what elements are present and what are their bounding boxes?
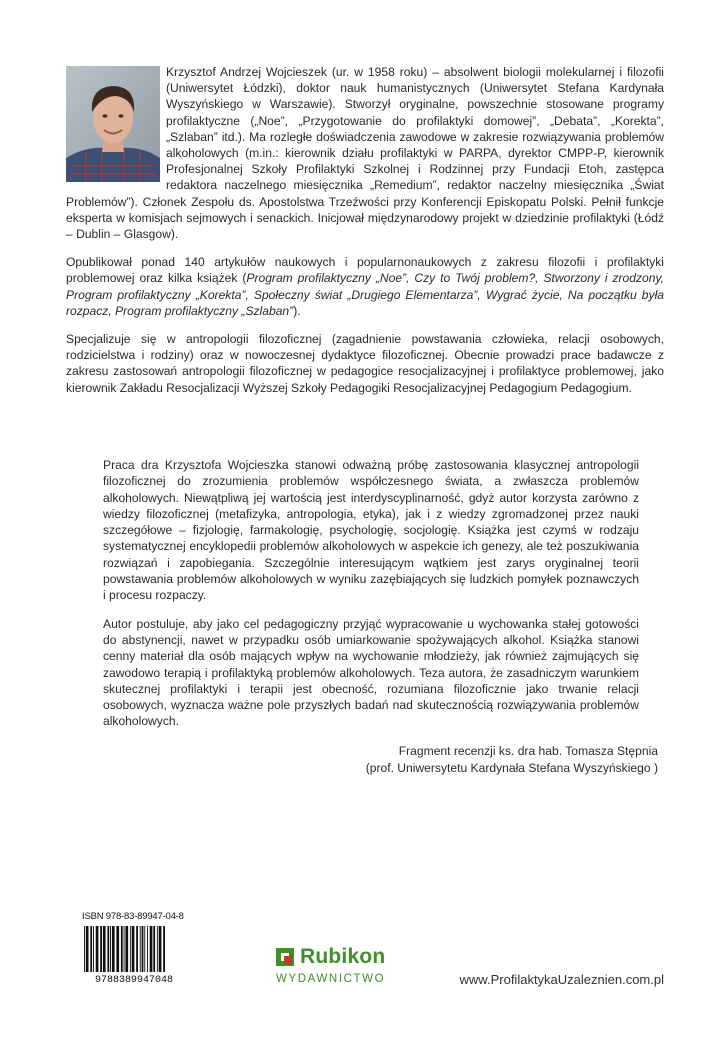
barcode-bar [84,926,85,972]
barcode-bar [130,926,131,972]
barcode-bar [125,926,128,972]
bio-paragraph-1 [66,64,664,242]
barcode-bar [142,926,144,972]
barcode-bar [107,926,109,972]
barcode-bar [100,926,102,972]
bio-paragraph-2-intro: Opublikował ponad 140 artykułów naukowych i popularnonaukowych z zakresu filozofii i profilaktyki problemowej oraz kilka książek ( [66,255,664,286]
publisher-subtitle: WYDAWNICTWO [276,973,386,985]
barcode-icon [80,924,188,984]
barcode-bar [121,926,123,972]
barcode-bar [90,926,92,972]
barcode-bar [150,926,153,972]
barcode-bar [86,926,89,972]
review-attribution [366,743,658,777]
attribution-line-1: Fragment recenzji ks. dra hab. Tomasza Stępnia [398,744,658,758]
barcode-digits: 9788389947048 [94,975,174,984]
bio-paragraph-1-text: Krzysztof Andrzej Wojcieszek (ur. w 1958 roku) – absolwent biologii molekularnej i filozofii (Uniwersytet Łódzki), doktor nauk humanistycznych (Uniwersytet Stefana Kardynała Wyszyńskiego w Warszawie). Stworzył oryginalne, powszechnie stosowane programy profilaktyczne („Noe”, „Przygotowanie do profilaktyki domowej”, „Debata”, „Korekta”, „Szlaban” itd.). Ma rozległe doświadczenia zawodowe w zakresie rozwiązywania problemów alkoholowych (m.in.: kierownik działu profilaktyki w PARPA, dyrektor CMPP-P, kierownik Profesjonalnej Szkoły Profilaktyki Szkolnej i Rodzinnej przy Fundacji Etoh, zastępca redaktora naczelnego miesięcznika „Remedium”, redaktor naczelny miesięcznika „Świat Problemów”). Członek Zespołu ds. Apostolstwa Trzeźwości przy Konferencji Episkopatu Polski. Pełnił funkcje eksperta w komisjach sejmowych i senackich. Inicjował międzynarodowy projekt w dziedzinie profilaktyki (Łódź – Dublin – Glasgow). [66,65,664,242]
attribution-line-2: (prof. Uniwersytetu Kardynała Stefana Wyszyńskiego ) [365,761,658,775]
barcode-bar [132,926,135,972]
barcode-bar [112,926,115,972]
barcode-bar [93,926,94,972]
barcode-bar [103,926,106,972]
barcode-bar [140,926,141,972]
barcode-bar [147,926,148,972]
barcode-bar [96,926,99,972]
website-url[interactable]: www.ProfilaktykaUzaleznien.com.pl [459,972,664,987]
bio-paragraph-2 [66,254,664,319]
bio-paragraph-2-end: ). [293,303,301,318]
barcode-bar [157,926,158,972]
barcode-bar [163,926,165,972]
publisher-name: Rubikon [300,945,386,968]
barcode-bar [136,926,138,972]
barcode-bar [110,926,111,972]
bio-book-titles: Program profilaktyczny „Noe”, Czy to Twój problem?, Stworzony i zrodzony, Program profilaktyczny „Korekta”, Społeczny świat „Drugiego Elementarza”, Wygrać życie, Na początku była rozpacz, Program profilaktyczny „Szlaban” [66,271,665,318]
review-excerpt [103,457,639,742]
bio-paragraph-3: Specjalizuje się w antropologii filozoficznej (zagadnienie powstawania człowieka, relacji osobowych, rodzicielstwa i rodziny) oraz w nowoczesnej dydaktyce filozoficznej. Obecnie prowadzi prace badawcze z zakresu zastosowań antropologii filozoficznej w pedagogice resocjalizacyjnej i profilaktyce problemowej, jako kierownik Zakładu Resocjalizacji Wyższej Szkoły Pedagogiki Resocjalizacyjnej Pedagogium Pedagogium. [66,332,664,395]
barcode-bar [144,926,145,972]
barcode-bar [124,926,125,972]
barcode-bar [153,926,155,972]
author-bio [66,64,664,408]
barcode-bar [159,926,162,972]
barcode-bar [116,926,119,972]
review-paragraph-2: Autor postuluje, aby jako cel pedagogiczny przyjąć wypracowanie u wychowanka stałej gotowości do abstynencji, nawet w przypadku osób umiarkowanie spożywających alkohol. Książka stanowi cenny materiał dla osób mających wpływ na wychowanie młodzieży, jak również zajmujących się zawodowo terapią i profilaktyką problemów alkoholowych. Teza autora, że zasadniczym warunkiem skutecznej profilaktyki i terapii jest obecność, rozumiana filozoficznie jako trwanie relacji osobowych, wyznacza ważne pole przyszłych badań nad skutecznością rozwiązywania problemów alkoholowych. [103,616,639,729]
isbn-label: ISBN 978-83-89947-04-8 [82,911,184,922]
review-paragraph-1: Praca dra Krzysztofa Wojcieszka stanowi odważną próbę zastosowania klasycznej antropologii filozoficznej do zrozumienia problemów współczesnego świata, a zwłaszcza problemów alkoholowych. Niewątpliwą jej wartością jest interdyscyplinarność, gdyż autor korzysta zarówno z wiedzy filozoficznej (metafizyka, antropologia, etyka), jak i z wiedzy zgromadzonej przez nauki szczegółowe – fizjologię, farmakologię, psychologię, socjologię. Książka jest czymś w rodzaju systematycznej encyklopedii problemów alkoholowych w aspekcie ich genezy, ale też poszukiwania rozwiązań i zapobiegania. Szczególnie interesującym wątkiem jest zarys oryginalnej teorii powstawania problemów alkoholowych w wyniku zazębiających się ludzkich pomyłek poznawczych i procesu rozpaczy. [103,458,639,603]
